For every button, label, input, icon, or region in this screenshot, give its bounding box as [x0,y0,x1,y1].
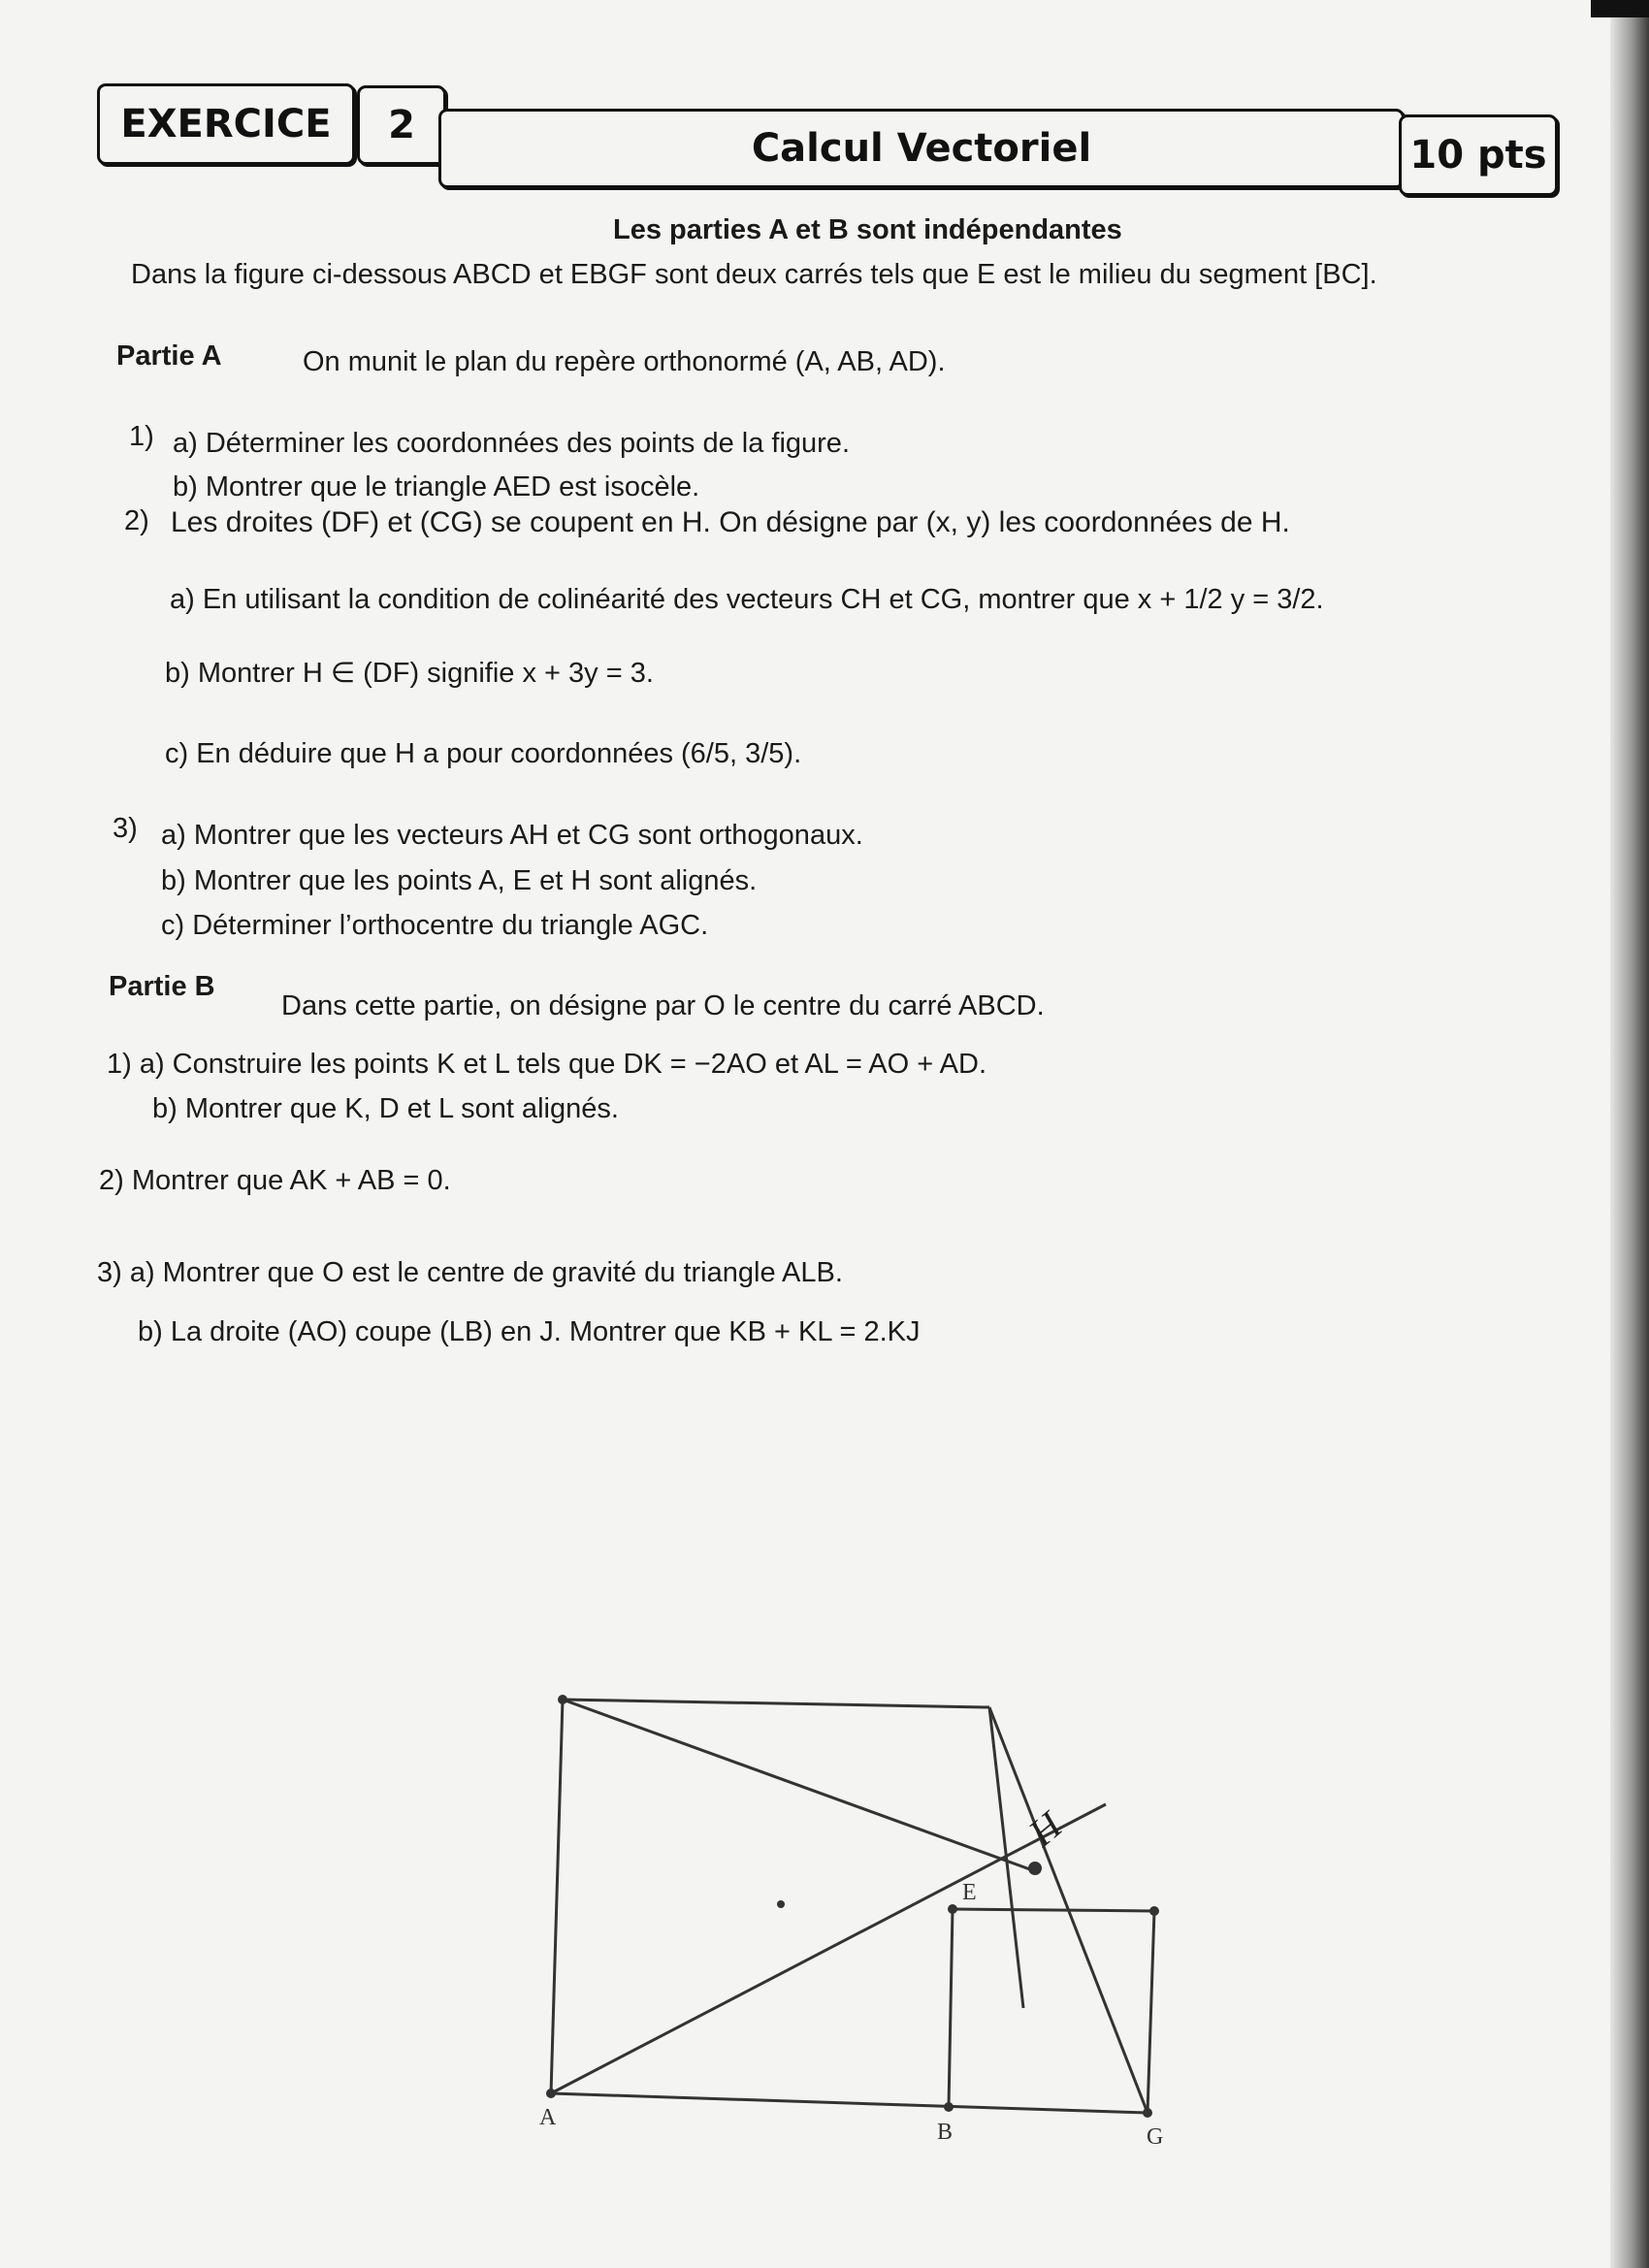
a-q2-number: 2) [124,505,149,536]
side-DA [551,1700,563,2093]
exercise-number: 2 [388,103,415,147]
b-q2: 2) Montrer que AK + AB = 0. [99,1165,451,1196]
part-a-label: Partie A [116,340,222,372]
part-b-label: Partie B [109,971,215,1002]
a-q2b: b) Montrer H ∈ (DF) signifie x + 3y = 3. [165,658,654,689]
point-A [546,2089,556,2098]
a-q3c: c) Déterminer l’orthocentre du triangle AGC. [161,910,709,941]
side-EF [953,1909,1154,1911]
line-DF [563,1700,1038,1872]
line-AEH [551,1804,1106,2093]
point-E [948,1904,957,1914]
b-q3b: b) La droite (AO) coupe (LB) en J. Montrer que KB + KL = 2.KJ [138,1316,921,1347]
b-q1b: b) Montrer que K, D et L sont alignés. [152,1093,619,1124]
part-a-intro: On munit le plan du repère orthonormé (A, AB, AD). [303,346,946,377]
b-q3a: 3) a) Montrer que O est le centre de gravité du triangle ALB. [97,1257,843,1288]
a-q2a: a) En utilisant la condition de colinéarité des vecteurs CH et CG, montrer que x + 1/2 y = 3/2. [170,584,1324,615]
label-A: A [539,2105,557,2130]
a-q3-number: 3) [113,813,138,844]
a-q3a: a) Montrer que les vecteurs AH et CG sont orthogonaux. [161,820,863,851]
point-F [1149,1906,1159,1916]
label-E: E [962,1880,977,1905]
part-b-intro: Dans cette partie, on désigne par O le centre du carré ABCD. [281,990,1045,1021]
a-q2-text: Les droites (DF) et (CG) se coupent en H. On désigne par (x, y) les coordonnées de H. [171,506,1290,538]
a-q1a: a) Déterminer les coordonnées des points de la figure. [173,428,850,459]
point-O [777,1900,785,1908]
side-AG [551,2093,1148,2113]
label-G: G [1147,2124,1164,2150]
point-B [944,2102,954,2112]
a-q1b: b) Montrer que le triangle AED est isocèle. [173,471,700,502]
points-value: 10 pts [1409,133,1547,178]
side-FG [1148,1911,1154,2113]
exercise-title: Calcul Vectoriel [751,126,1092,171]
a-q1-number: 1) [129,421,154,452]
label-H: H [1019,1802,1070,1855]
point-H [1028,1862,1042,1875]
point-G [1143,2108,1152,2118]
label-B: B [937,2120,954,2145]
side-EB [949,1909,953,2107]
a-q2c: c) En déduire que H a pour coordonnées (6/5, 3/5). [165,738,802,769]
exercise-label: EXERCICE [120,102,332,146]
problem-statement: Dans la figure ci-dessous ABCD et EBGF sont deux carrés tels que E est le milieu du segment [BC]. [131,259,1377,290]
side-DC [563,1700,989,1707]
a-q3b: b) Montrer que les points A, E et H sont alignés. [161,865,758,896]
point-D [558,1695,567,1704]
independence-note: Les parties A et B sont indépendantes [613,214,1122,245]
b-q1a: 1) a) Construire les points K et L tels que DK = −2AO et AL = AO + AD. [107,1049,987,1080]
